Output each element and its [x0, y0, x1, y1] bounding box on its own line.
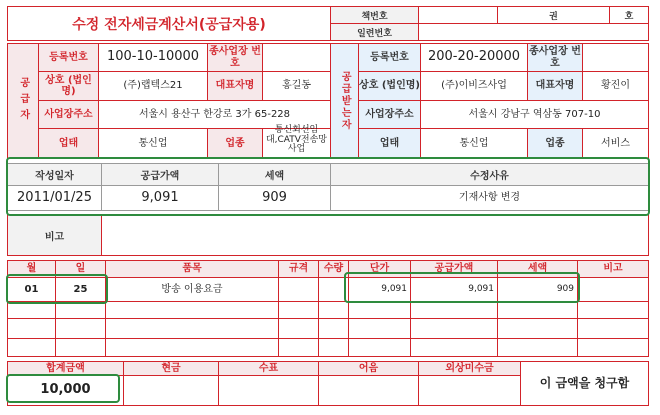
receiver-biz-value: 통신업 — [459, 137, 489, 149]
row1-tax: 909 — [556, 284, 574, 295]
amount-label: 공급가액 — [102, 164, 218, 185]
amount-highlight — [344, 272, 580, 303]
bill-label: 어음 — [319, 362, 418, 375]
supplier-reg-value: 100-10-10000 — [106, 49, 200, 65]
claim-text: 이 금액을 청구함 — [539, 375, 630, 390]
row1-name: 방송 이용요금 — [161, 283, 223, 295]
date-highlight — [6, 274, 108, 304]
col-supply: 공급가액 — [411, 261, 497, 277]
summary-highlight — [6, 157, 650, 216]
cash-label: 현금 — [124, 362, 218, 375]
col-month: 월 — [8, 261, 55, 277]
supplier-addr-label: 사업장주소 — [39, 101, 98, 128]
receiver-item-value: 서비스 — [601, 137, 630, 149]
row1-spec — [279, 278, 318, 301]
col-name: 품목 — [106, 261, 278, 277]
supplier-sub-label: 종사업장 번호 — [208, 44, 262, 71]
supplier-company-value: (주)랩텍스21 — [123, 80, 183, 92]
receiver-company-value: (주)이비즈사업 — [441, 80, 507, 92]
supplier-biz-value: 통신업 — [138, 137, 168, 149]
supplier-item-label: 업종 — [208, 129, 262, 158]
receiver-rep-label: 대표자명 — [528, 72, 582, 100]
reason-value: 기재사항 변경 — [458, 192, 521, 204]
total-label: 합계금액 — [8, 362, 123, 375]
row1-note — [578, 278, 648, 301]
row1-unit: 9,091 — [381, 284, 407, 295]
receiver-reg-value: 200-20-20000 — [427, 49, 521, 65]
col-spec: 규격 — [279, 261, 318, 277]
date-value: 2011/01/25 — [17, 189, 92, 205]
receiver-item-label: 업종 — [528, 129, 582, 158]
supplier-addr-value: 서울시 용산구 한강로 3가 65-228 — [138, 108, 291, 120]
receiver-reg-label: 등록번호 — [359, 44, 420, 71]
total-highlight — [6, 374, 120, 403]
supplier-rep-value: 홍길동 — [282, 80, 311, 92]
check-label: 수표 — [219, 362, 318, 375]
number-label: 호 — [624, 11, 634, 22]
col-tax: 세액 — [498, 261, 577, 277]
amount-value: 9,091 — [141, 189, 179, 205]
tax-label: 세액 — [219, 164, 330, 185]
receiver-biz-label: 업태 — [359, 129, 420, 158]
row1-month: 01 — [24, 283, 39, 295]
receiver-addr-label: 사업장주소 — [359, 101, 420, 128]
supplier-item-value: 통신회선임대,CATV전송망사업 — [265, 124, 328, 155]
tax-value: 909 — [262, 189, 287, 205]
serial-number-label: 일련번호 — [331, 24, 418, 40]
supplier-company-label: 상호 (법인명) — [39, 72, 98, 100]
receiver-addr-value: 서울시 강남구 역삼동 707-10 — [468, 108, 601, 120]
col-qty: 수량 — [319, 261, 348, 277]
row1-day: 25 — [73, 283, 88, 295]
total-value: 10,000 — [40, 382, 91, 398]
date-label: 작성일자 — [8, 164, 101, 185]
supplier-reg-label: 등록번호 — [39, 44, 98, 71]
col-day: 일 — [56, 261, 105, 277]
supplier-biz-label: 업태 — [39, 129, 98, 158]
receiver-side-label: 공급받는자 — [331, 44, 358, 158]
supplier-rep-label: 대표자명 — [208, 72, 262, 100]
volume-label: 권 — [549, 11, 558, 22]
supplier-side-label: 공급자 — [8, 44, 38, 158]
note-label: 비고 — [8, 215, 101, 255]
col-unit: 단가 — [349, 261, 410, 277]
book-number-label: 책번호 — [331, 7, 418, 23]
reason-label: 수정사유 — [331, 164, 648, 185]
receiver-company-label: 상호 (법인명) — [359, 72, 420, 100]
row1-supply: 9,091 — [468, 284, 494, 295]
credit-label: 외상미수금 — [419, 362, 520, 375]
invoice-title: 수정 전자세금계산서(공급자용) — [72, 16, 266, 33]
col-note: 비고 — [578, 261, 648, 277]
receiver-rep-value: 황진이 — [601, 80, 630, 92]
receiver-sub-label: 종사업장 번호 — [528, 44, 582, 71]
